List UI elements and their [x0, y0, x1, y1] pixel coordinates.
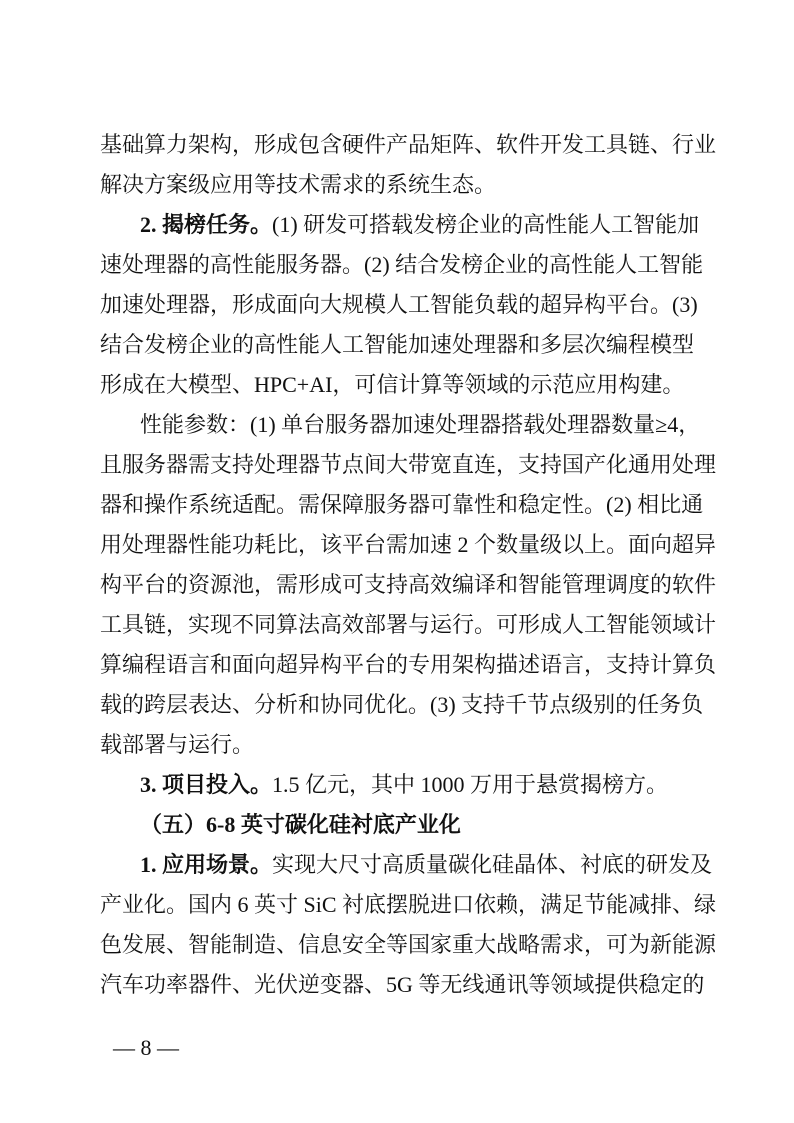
text-line: [140, 765, 694, 805]
text-line: [140, 405, 701, 445]
bold-lead: 1. 应用场景。: [140, 852, 273, 877]
line-text: 器和操作系统适配。需保障服务器可靠性和稳定性。(2) 相比通: [100, 492, 704, 517]
text-line: [100, 525, 717, 565]
line-text: 加速处理器，形成面向大规模人工智能负载的超异构平台。(3): [100, 292, 698, 317]
text-line: [100, 245, 704, 285]
line-text: 性能参数：(1) 单台服务器加速处理器搭载处理器数量≥4，: [140, 412, 701, 437]
text-line: [100, 605, 717, 645]
line-text: 且服务器需支持处理器节点间大带宽直连，支持国产化通用处理: [100, 452, 717, 477]
text-line: [100, 285, 698, 325]
text-line: [100, 965, 705, 1005]
line-text: 形成在大模型、HPC+AI，可信计算等领域的示范应用构建。: [100, 372, 685, 397]
text-line: [100, 125, 717, 165]
text-line: [100, 165, 694, 205]
line-text: 用处理器性能功耗比，该平台需加速 2 个数量级以上。面向超异: [100, 532, 717, 557]
line-text: 构平台的资源池，需形成可支持高效编译和智能管理调度的软件: [100, 572, 717, 597]
text-line: [100, 645, 717, 685]
page-number: — 8 —: [113, 1035, 179, 1060]
line-text: 解决方案级应用等技术需求的系统生态。: [100, 172, 497, 197]
line-text: 1.5 亿元，其中 1000 万用于悬赏揭榜方。: [272, 772, 669, 797]
bold-lead: 2. 揭榜任务。: [140, 212, 273, 237]
line-text: 算编程语言和面向超异构平台的专用架构描述语言，支持计算负: [100, 652, 717, 677]
line-text: 色发展、智能制造、信息安全等国家重大战略需求，可为新能源: [100, 932, 717, 957]
text-line: [100, 445, 717, 485]
line-text: (1) 研发可搭载发榜企业的高性能人工智能加: [272, 212, 700, 237]
line-text: 速处理器的高性能服务器。(2) 结合发榜企业的高性能人工智能: [100, 252, 704, 277]
text-line: [100, 685, 704, 725]
text-line: [100, 565, 717, 605]
text-line: [140, 845, 713, 885]
bold-lead: （五）6-8 英寸碳化硅衬底产业化: [140, 812, 461, 837]
line-text: 基础算力架构，形成包含硬件产品矩阵、软件开发工具链、行业: [100, 132, 717, 157]
text-line: [100, 925, 717, 965]
line-text: 汽车功率器件、光伏逆变器、5G 等无线通讯等领域提供稳定的: [100, 972, 705, 997]
text-line: [100, 325, 694, 365]
text-line: [140, 805, 694, 845]
text-line: [100, 485, 704, 525]
line-text: 结合发榜企业的高性能人工智能加速处理器和多层次编程模型: [100, 332, 695, 357]
text-line: [100, 885, 717, 925]
text-line: [100, 365, 694, 405]
line-text: 载部署与运行。: [100, 732, 255, 757]
text-line: [100, 725, 694, 765]
line-text: 产业化。国内 6 英寸 SiC 衬底摆脱进口依赖，满足节能减排、绿: [100, 892, 717, 917]
text-line: [140, 205, 700, 245]
line-text: 实现大尺寸高质量碳化硅晶体、衬底的研发及: [272, 852, 713, 877]
line-text: 载的跨层表达、分析和协同优化。(3) 支持千节点级别的任务负: [100, 692, 704, 717]
line-text: 工具链，实现不同算法高效部署与运行。可形成人工智能领域计: [100, 612, 717, 637]
bold-lead: 3. 项目投入。: [140, 772, 273, 797]
